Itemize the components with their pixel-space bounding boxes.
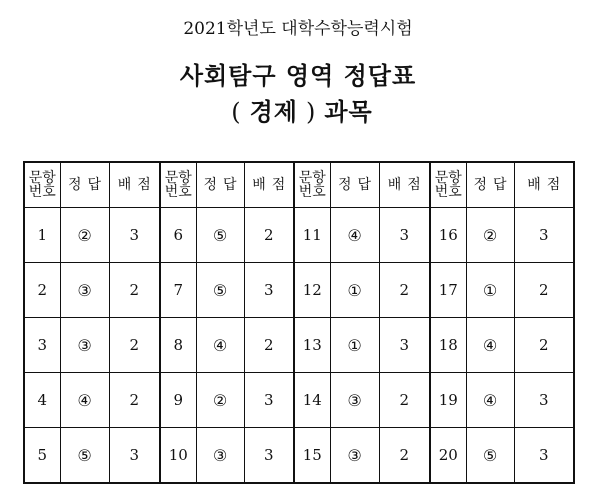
question-number: 16 [430,208,466,263]
score-header: 배점 [109,162,160,208]
table-row [24,373,574,428]
question-number: 8 [160,318,196,373]
answer-cell: ⑤ [60,428,109,484]
answer-cell: ① [466,263,514,318]
question-number: 11 [294,208,330,263]
question-number: 17 [430,263,466,318]
score-header: 배점 [514,162,574,208]
table-row [24,318,574,373]
number-header: 문항 번호 [160,162,196,208]
score-cell: 2 [244,318,294,373]
answer-cell: ② [466,208,514,263]
answer-cell: ④ [196,318,244,373]
question-number: 15 [294,428,330,484]
answer-header: 정답 [60,162,109,208]
score-cell: 3 [244,263,294,318]
question-number: 12 [294,263,330,318]
score-cell: 2 [244,208,294,263]
table-row [24,428,574,484]
score-cell: 3 [514,373,574,428]
question-number: 14 [294,373,330,428]
question-number: 2 [24,263,60,318]
subject-open-paren: ( [231,98,242,126]
subject-title [0,92,596,127]
answer-cell: ③ [60,318,109,373]
score-cell: 3 [244,428,294,484]
number-header: 문항 번호 [430,162,466,208]
question-number: 18 [430,318,466,373]
score-cell: 2 [109,373,160,428]
answer-cell: ② [196,373,244,428]
score-cell: 3 [244,373,294,428]
question-number: 20 [430,428,466,484]
score-cell: 2 [109,263,160,318]
subject-suffix: 과목 [324,97,373,126]
score-cell: 3 [109,208,160,263]
score-header: 배점 [244,162,294,208]
answer-cell: ⑤ [196,208,244,263]
score-cell: 2 [379,428,430,484]
answer-cell: ④ [466,373,514,428]
score-cell: 3 [514,208,574,263]
header-row [24,162,574,208]
table-row [24,263,574,318]
question-number: 4 [24,373,60,428]
score-header: 배점 [379,162,430,208]
answer-cell: ④ [466,318,514,373]
answer-header: 정답 [330,162,379,208]
subject-name: 경제 [249,97,298,126]
answer-cell: ③ [60,263,109,318]
question-number: 3 [24,318,60,373]
answer-cell: ① [330,318,379,373]
score-cell: 2 [379,263,430,318]
question-number: 9 [160,373,196,428]
question-number: 1 [24,208,60,263]
answer-cell: ① [330,263,379,318]
question-number: 6 [160,208,196,263]
score-cell: 2 [379,373,430,428]
answer-cell: ④ [330,208,379,263]
exam-title: 2021학년도 대학수학능력시험 [183,19,413,39]
score-cell: 3 [379,318,430,373]
score-cell: 2 [109,318,160,373]
main-title: 사회탐구 영역 정답표 [179,61,417,90]
answer-header: 정답 [466,162,514,208]
answer-cell: ④ [60,373,109,428]
subject-close-paren: ) [306,98,317,126]
answer-cell: ② [60,208,109,263]
number-header: 문항 번호 [24,162,60,208]
answer-cell: ③ [196,428,244,484]
score-cell: 3 [514,428,574,484]
answer-cell: ⑤ [466,428,514,484]
answer-cell: ③ [330,373,379,428]
answer-table [23,161,575,484]
score-cell: 2 [514,318,574,373]
question-number: 5 [24,428,60,484]
score-cell: 3 [379,208,430,263]
question-number: 13 [294,318,330,373]
question-number: 19 [430,373,466,428]
answer-cell: ③ [330,428,379,484]
score-cell: 2 [514,263,574,318]
question-number: 10 [160,428,196,484]
number-header: 문항 번호 [294,162,330,208]
score-cell: 3 [109,428,160,484]
answer-cell: ⑤ [196,263,244,318]
question-number: 7 [160,263,196,318]
table-row [24,208,574,263]
answer-header: 정답 [196,162,244,208]
